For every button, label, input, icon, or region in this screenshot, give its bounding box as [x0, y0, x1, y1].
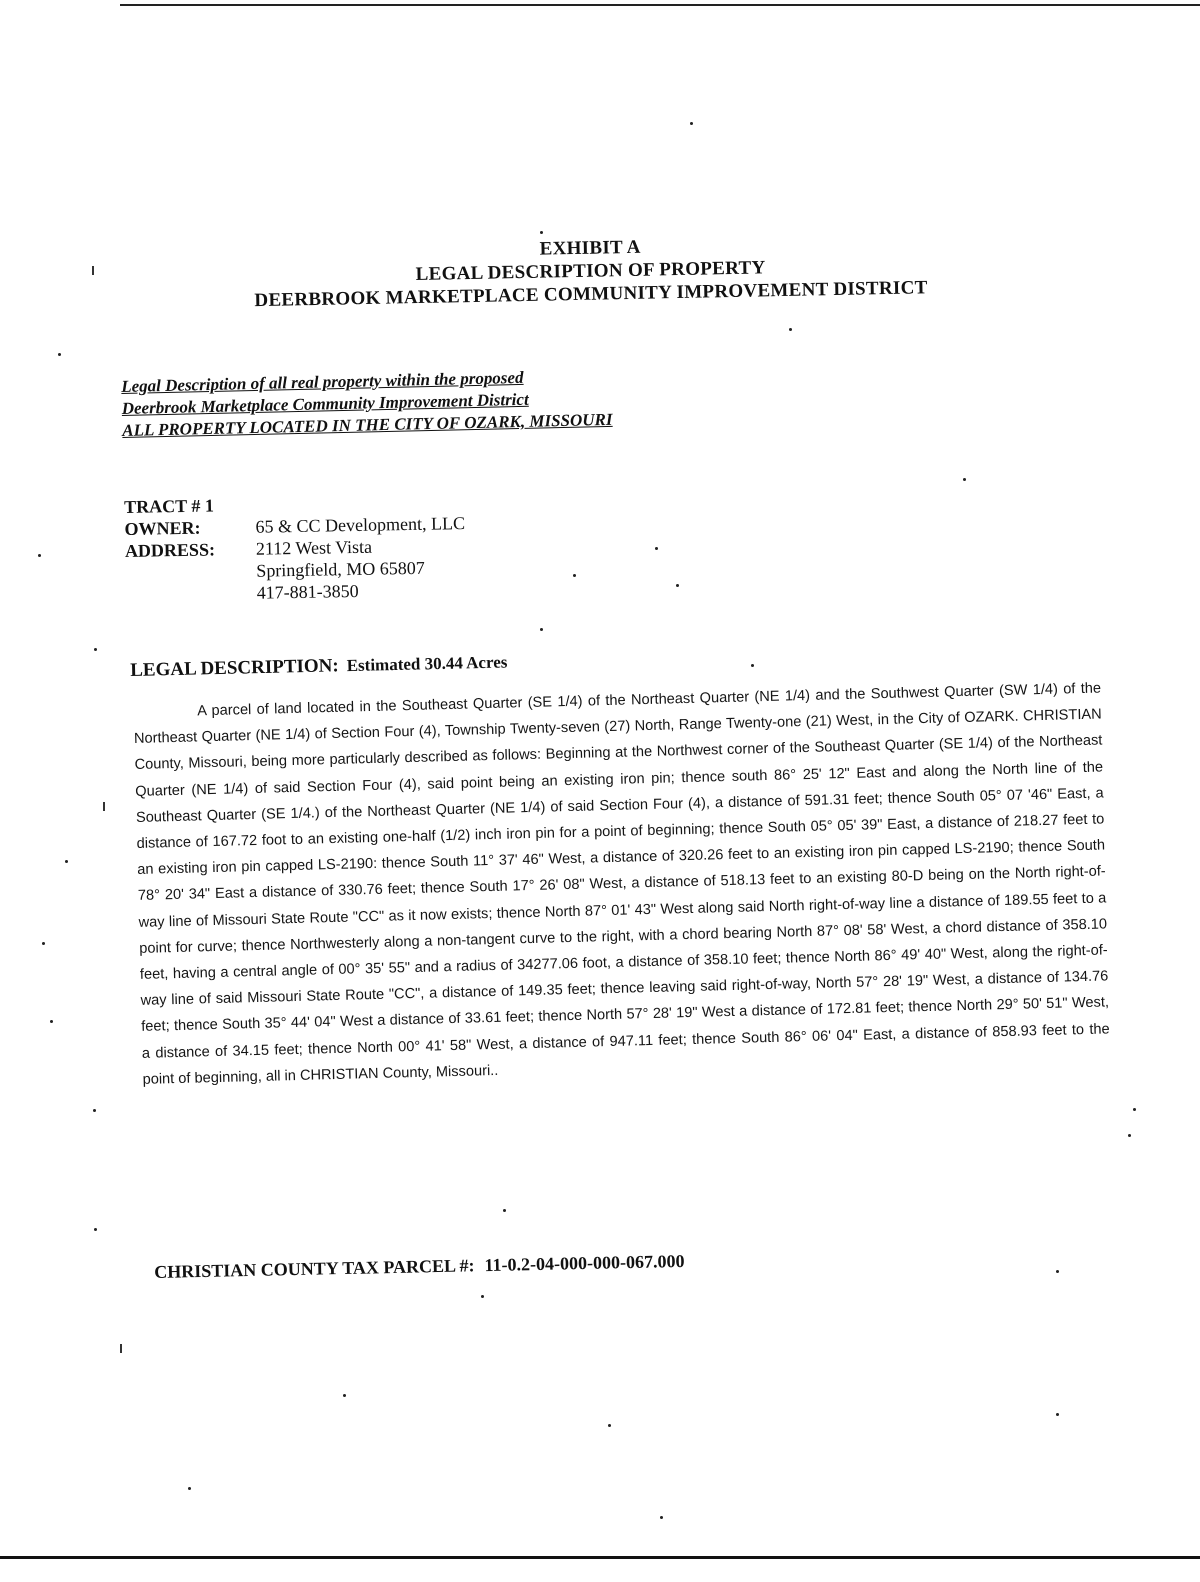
legal-heading: LEGAL DESCRIPTION:: [130, 655, 339, 681]
scan-speck: [540, 628, 543, 631]
scan-speck: [690, 122, 693, 125]
scan-speck: [94, 1228, 97, 1231]
tract-info: [124, 490, 466, 606]
scope-line-3: ALL PROPERTY LOCATED IN THE CITY OF OZARK, MISSOURI: [122, 409, 613, 440]
tax-parcel-number: 11-0.2-04-000-000-067.000: [484, 1250, 685, 1276]
address-line-1: 2112 West Vista: [255, 536, 373, 559]
legal-description-heading: LEGAL DESCRIPTION OF PROPERTY: [415, 257, 766, 286]
scan-speck: [38, 554, 41, 557]
bottom-rule: [0, 1556, 1200, 1559]
acreage: Estimated 30.44 Acres: [346, 652, 508, 676]
scan-speck: [343, 1394, 346, 1397]
property-scope: [121, 365, 613, 442]
scan-speck: [42, 942, 45, 945]
scan-speck: [188, 1487, 191, 1490]
scan-mark: [92, 266, 94, 275]
owner-value: 65 & CC Development, LLC: [255, 513, 466, 537]
scan-speck: [789, 328, 792, 331]
scan-speck: [751, 664, 754, 667]
scan-speck: [94, 648, 97, 651]
tax-parcel-label: CHRISTIAN COUNTY TAX PARCEL #:: [154, 1255, 475, 1282]
scan-speck: [676, 584, 679, 587]
scan-speck: [93, 1109, 96, 1112]
scan-speck: [1128, 1134, 1131, 1137]
scan-speck: [573, 574, 576, 577]
phone-number: 417-881-3850: [256, 580, 359, 603]
top-rule: [120, 4, 1200, 6]
scan-speck: [540, 231, 543, 234]
scan-speck: [1056, 1413, 1059, 1416]
exhibit-heading: EXHIBIT A: [539, 236, 641, 260]
owner-label: OWNER:: [124, 517, 201, 539]
scan-speck: [963, 478, 966, 481]
address-label: ADDRESS:: [124, 539, 216, 561]
exhibit-title: [210, 229, 971, 313]
scan-speck: [65, 860, 68, 863]
scan-speck: [481, 1295, 484, 1298]
scan-speck: [655, 547, 658, 550]
legal-description-text: A parcel of land located in the Southeast Quarter (SE 1/4) of the Northeast Quarter (NE 1/4) and the Southwest Quarter (SW 1/4) of the Northeast Quarter (NE 1/4) of Section Four (4), Township Twenty-seven (27) North, Range Twenty-one (21) West, in the City of OZARK. CHRISTIAN County, Missouri, being more particularly described as follows: Beginning at the Northwest corner of the Southeast Quarter (SE 1/4) of the Northeast Quarter (NE 1/4) of said Section Four (4), said point being an existing iron pin; thence south 86° 25' 12" East and along the North line of the Southeast Quarter (SE 1/4.) of the Northeast Quarter (NE 1/4) of said Section Four (4), a distance of 591.31 feet; thence South 05° 07 '46" East, a distance of 167.72 foot to an existing one-half (1/2) inch iron pin for a point of beginning; thence South 05° 05' 39" East, a distance of 218.27 feet to an existing iron pin capped LS-2190: thence South 11° 37' 46" West, a distance of 320.26 feet to an existing iron pin capped LS-2190; thence South 78° 20' 34" East a distance of 330.76 feet; thence South 17° 26' 08" West, a distance of 518.13 feet to an existing 80-D being on the North right-of-way line of Missouri State Route "CC" as it now exists; thence North 87° 01' 43" West along said North right-of-way line a distance of 189.55 feet to a point for curve; thence Northwesterly along a non-tangent curve to the right, with a chord bearing North 87° 08' 58' West, a chord distance of 358.10 feet, having a central angle of 00° 35' 55" and a radius of 34277.06 foot, a distance of 358.10 feet; thence North 86° 49' 40" West, along the right-of-way line of said Missouri State Route "CC", a distance of 149.35 feet; thence leaving said right-of-way, North 57° 28' 19" West, a distance of 134.76 feet; thence South 35° 44' 04" West a distance of 33.61 feet; thence North 57° 28' 19" West a distance of 172.81 feet; thence North 29° 50' 51" West, a distance of 34.15 feet; thence North 00° 41' 58" West, a distance of 947.11 feet; thence South 86° 06' 04" East, a distance of 858.93 feet to the point of beginning, all in CHRISTIAN County, Missouri..: [133, 680, 1110, 1088]
scan-mark: [120, 1344, 122, 1353]
scope-line-2: Deerbrook Marketplace Community Improvement District: [121, 389, 529, 418]
scan-speck: [1056, 1270, 1059, 1273]
scan-speck: [608, 1424, 611, 1427]
scan-speck: [50, 1020, 53, 1023]
scan-speck: [58, 353, 61, 356]
tax-parcel: [154, 1251, 685, 1283]
tract-heading: TRACT # 1: [124, 495, 215, 517]
scan-speck: [503, 1209, 506, 1212]
address-line-2: Springfield, MO 65807: [256, 557, 425, 581]
legal-description-label: [130, 651, 508, 682]
scan-mark: [103, 802, 105, 811]
district-heading: DEERBROOK MARKETPLACE COMMUNITY IMPROVEMENT DISTRICT: [254, 277, 928, 312]
scan-speck: [1133, 1108, 1136, 1111]
scan-speck: [660, 1516, 663, 1519]
scope-line-1: Legal Description of all real property within the proposed: [121, 367, 524, 396]
